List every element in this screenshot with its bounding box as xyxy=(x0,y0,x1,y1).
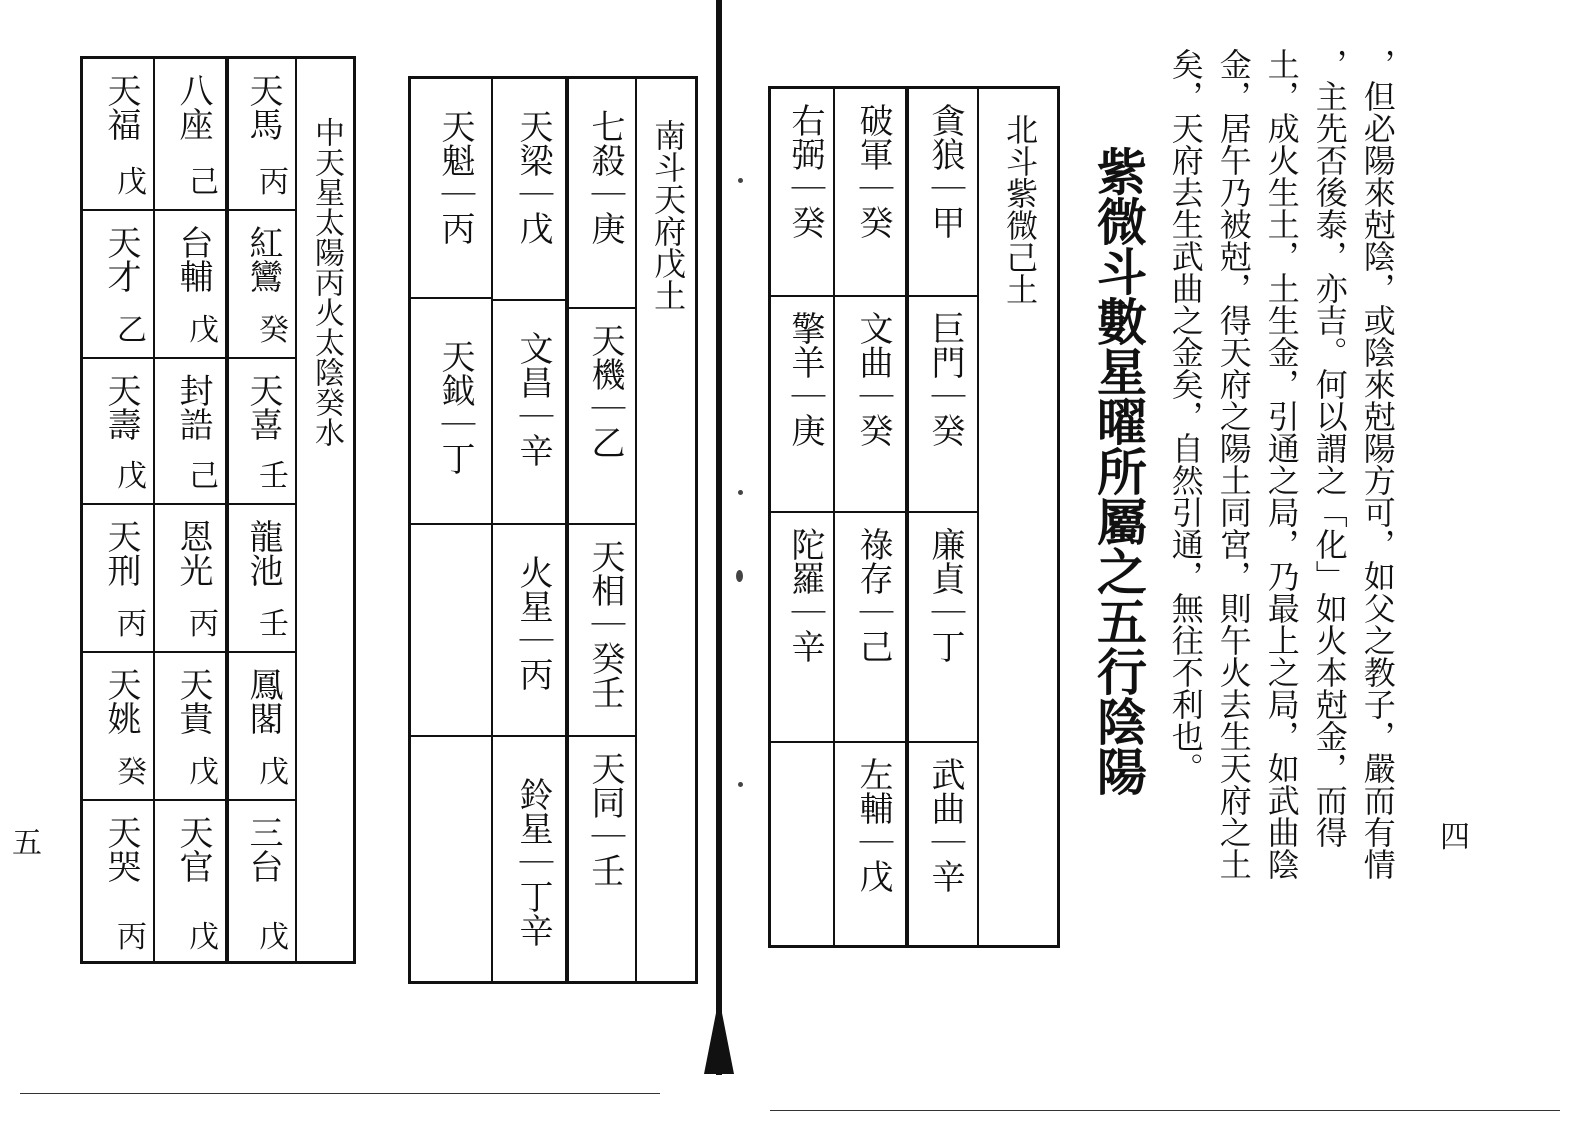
south-star: 天同｜壬 xyxy=(585,751,625,887)
south-header-column xyxy=(637,79,698,981)
middle-branch: 戊 xyxy=(259,920,289,955)
north-star: 文曲｜癸 xyxy=(853,311,893,447)
prose-line-2: ，主先否後泰，亦吉。何以謂之「化」如火本尅金，而得 xyxy=(1310,48,1349,848)
north-star: 貪狼｜甲 xyxy=(925,103,965,239)
middle-branch: 壬 xyxy=(259,607,289,642)
middle-col-2 xyxy=(155,59,227,961)
prose-line-1: ，但必陽來尅陰，或陰來尅陽方可，如父之教子，嚴而有情 xyxy=(1358,48,1397,880)
middle-branch: 戊 xyxy=(259,755,289,790)
middle-branch: 丙 xyxy=(117,920,147,955)
north-star: 擎羊｜庚 xyxy=(785,311,825,447)
middle-star: 封誥 xyxy=(173,373,213,441)
middle-branch: 戊 xyxy=(117,165,147,200)
middle-branch: 己 xyxy=(189,165,219,200)
south-header: 南斗天府戊土 xyxy=(649,119,688,311)
page-number-right: 四 xyxy=(1440,820,1470,855)
south-star: 天相｜癸壬 xyxy=(585,539,625,709)
middle-branch: 丙 xyxy=(117,607,147,642)
middle-star: 三台 xyxy=(243,815,283,883)
north-star: 右弼｜癸 xyxy=(785,103,825,239)
north-dipper-table xyxy=(768,86,1060,948)
south-dipper-table xyxy=(408,76,698,984)
south-col-1 xyxy=(567,79,637,981)
section-title: 紫微斗數星曜所屬之五行陰陽 xyxy=(1089,146,1148,796)
north-star: 破軍｜癸 xyxy=(853,103,893,239)
prose-line-5: 矣，天府去生武曲之金矣，自然引通，無往不利也。 xyxy=(1166,48,1205,784)
south-star: 天機｜乙 xyxy=(585,323,625,459)
middle-branch: 戊 xyxy=(189,313,219,348)
prose-line-4: 金，居午乃被尅，得天府之陽土同宮，則午火去生天府之土 xyxy=(1214,48,1253,880)
middle-heaven-table xyxy=(80,56,356,964)
south-star: 天鉞｜丁 xyxy=(435,339,475,475)
scan-speck xyxy=(738,782,743,787)
middle-star: 天姚 xyxy=(101,667,141,735)
middle-star: 紅鸞 xyxy=(243,225,283,293)
book-gutter xyxy=(716,0,722,1075)
middle-col-1 xyxy=(227,59,297,961)
middle-branch: 癸 xyxy=(117,755,147,790)
scan-speck xyxy=(738,178,743,183)
middle-branch: 丙 xyxy=(259,165,289,200)
middle-star: 鳳閣 xyxy=(243,667,283,735)
scan-speck xyxy=(736,570,743,582)
middle-branch: 丙 xyxy=(189,607,219,642)
south-star: 火星｜丙 xyxy=(513,555,553,691)
middle-star: 天壽 xyxy=(101,373,141,441)
middle-star: 天貴 xyxy=(173,667,213,735)
north-col-2 xyxy=(835,89,907,945)
middle-col-3 xyxy=(83,59,155,961)
middle-branch: 戊 xyxy=(189,755,219,790)
middle-header: 中天星太陽丙火太陰癸水 xyxy=(309,117,344,447)
middle-branch: 乙 xyxy=(117,313,147,348)
middle-star: 天福 xyxy=(101,73,141,141)
middle-star: 天才 xyxy=(101,225,141,293)
middle-star: 天刑 xyxy=(101,519,141,587)
north-star: 巨門｜癸 xyxy=(925,311,965,447)
north-header-column xyxy=(979,89,1060,945)
south-star: 文昌｜辛 xyxy=(513,331,553,467)
middle-branch: 戊 xyxy=(189,920,219,955)
middle-branch: 癸 xyxy=(259,313,289,348)
middle-star: 天喜 xyxy=(243,373,283,441)
north-star: 廉貞｜丁 xyxy=(925,527,965,663)
middle-branch: 己 xyxy=(189,459,219,494)
middle-star: 天官 xyxy=(173,815,213,883)
south-star: 鈴星｜丁辛 xyxy=(513,777,553,947)
middle-star: 天哭 xyxy=(101,815,141,883)
north-star: 陀羅｜辛 xyxy=(785,527,825,663)
scan-speck xyxy=(738,490,743,495)
middle-star: 天馬 xyxy=(243,73,283,141)
middle-star: 龍池 xyxy=(243,519,283,587)
gutter-shadow xyxy=(704,1010,734,1074)
north-col-1 xyxy=(907,89,979,945)
north-col-3 xyxy=(771,89,835,945)
middle-branch: 戊 xyxy=(117,459,147,494)
page-edge-right xyxy=(770,1110,1560,1111)
north-header: 北斗紫微己土 xyxy=(1001,113,1040,305)
south-star: 天梁｜戊 xyxy=(513,109,553,245)
prose-line-3: 土，成火生土，土生金，引通之局，乃最上之局，如武曲陰 xyxy=(1262,48,1301,880)
middle-star: 恩光 xyxy=(173,519,213,587)
middle-header-column xyxy=(297,59,356,961)
north-star: 祿存｜己 xyxy=(853,527,893,663)
south-star: 天魁｜丙 xyxy=(435,109,475,245)
middle-star: 八座 xyxy=(173,73,213,141)
north-star: 武曲｜辛 xyxy=(925,757,965,893)
south-col-2 xyxy=(493,79,567,981)
middle-star: 台輔 xyxy=(173,225,213,293)
page-edge-left xyxy=(20,1093,660,1094)
south-col-3 xyxy=(411,79,493,981)
north-star: 左輔｜戊 xyxy=(853,757,893,893)
page-number-left: 五 xyxy=(12,826,42,861)
south-star: 七殺｜庚 xyxy=(585,109,625,245)
middle-branch: 壬 xyxy=(259,459,289,494)
